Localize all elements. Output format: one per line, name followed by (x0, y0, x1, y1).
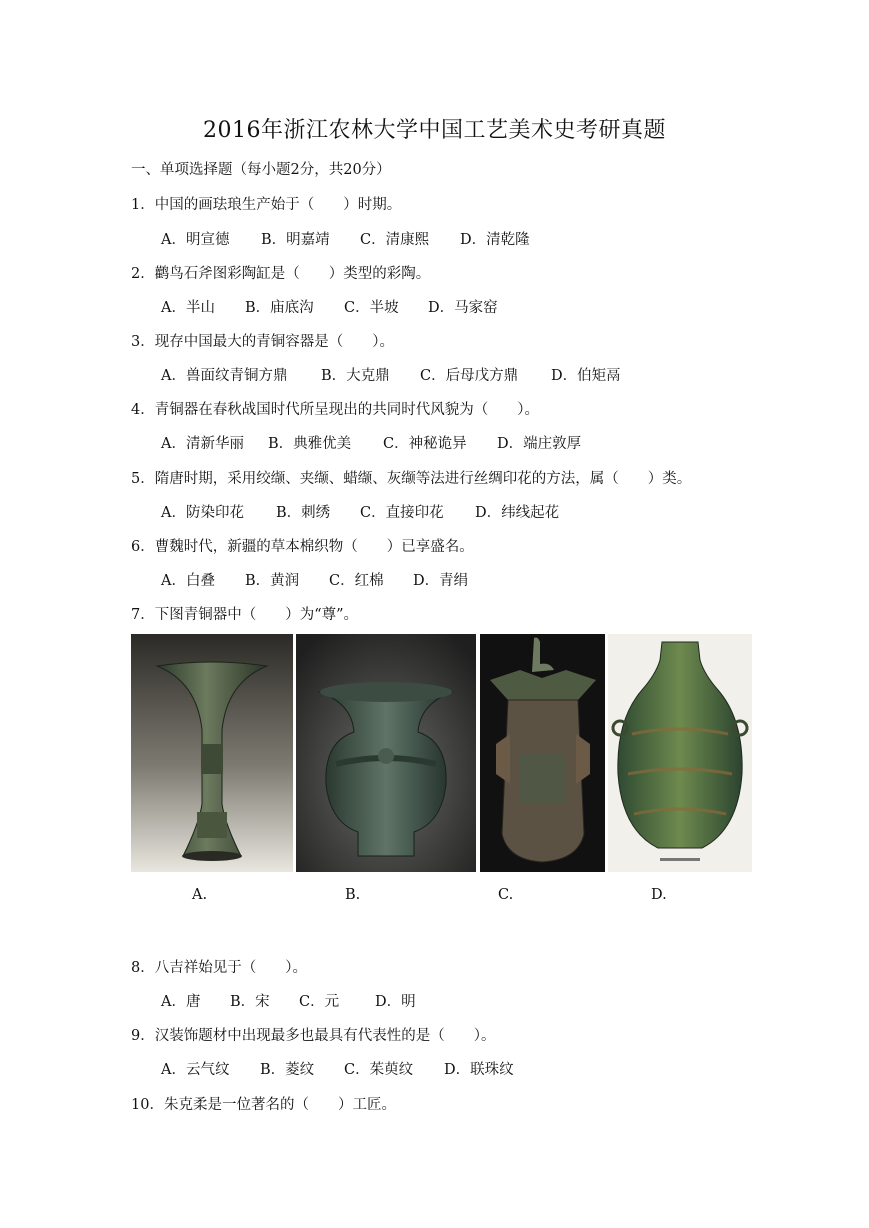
option: A．半山 (161, 300, 215, 316)
option: C．元 (299, 994, 340, 1010)
option: A．唐 (161, 994, 201, 1010)
bronze-fanghu-crane-lid-photo (480, 634, 605, 872)
section-heading: 一、单项选择题（每小题2分，共20分） (131, 162, 391, 178)
question-8-stem: 8．八吉祥始见于（ ）。 (131, 960, 307, 976)
option: A．防染印花 (161, 505, 244, 521)
figure-caption-c: C. (498, 887, 514, 903)
option: C．红棉 (329, 573, 384, 589)
question-2-stem: 2．鹳鸟石斧图彩陶缸是（ ）类型的彩陶。 (131, 266, 431, 282)
figure-caption-d: D. (651, 887, 667, 903)
option: C．直接印花 (360, 505, 444, 521)
question-2-options (161, 296, 498, 317)
option: D．端庄敦厚 (497, 436, 582, 452)
option: A．白叠 (161, 573, 215, 589)
option: B．典雅优美 (268, 436, 352, 452)
option: C．神秘诡异 (383, 436, 467, 452)
option: C．后母戊方鼎 (420, 368, 519, 384)
question-4-stem: 4．青铜器在春秋战国时代所呈现出的共同时代风貌为（ ）。 (131, 402, 539, 418)
question-9-options (161, 1058, 514, 1079)
option: B．大克鼎 (321, 368, 390, 384)
question-10-stem: 10．朱克柔是一位著名的（ ）工匠。 (131, 1097, 396, 1113)
option: D．青绢 (413, 573, 469, 589)
option: C．茱萸纹 (344, 1062, 414, 1078)
question-7-stem: 7．下图青铜器中（ ）为“尊”。 (131, 607, 359, 623)
question-1-options (161, 228, 530, 249)
question-8-options (161, 990, 416, 1011)
option: D．联珠纹 (444, 1062, 514, 1078)
option: D．马家窑 (428, 300, 498, 316)
option: B．明嘉靖 (261, 232, 330, 248)
option: B．刺绣 (276, 505, 331, 521)
bronze-gu-vessel-photo (131, 634, 293, 872)
option: D．伯矩鬲 (551, 368, 621, 384)
question-4-options (161, 432, 581, 453)
question-6-stem: 6．曹魏时代，新疆的草本棉织物（ ）已享盛名。 (131, 539, 474, 555)
bronze-hu-vase-photo (608, 634, 752, 872)
figure-caption-a: A. (192, 887, 208, 903)
option: B．黄润 (245, 573, 300, 589)
figure-caption-b: B. (345, 887, 361, 903)
question-5-stem: 5．隋唐时期，采用绞缬、夹缬、蜡缬、灰缬等法进行丝绸印花的方法，属（ ）类。 (131, 471, 692, 487)
option: A．云气纹 (161, 1062, 230, 1078)
question-1-stem: 1．中国的画珐琅生产始于（ ）时期。 (131, 197, 402, 213)
question-3-stem: 3．现存中国最大的青铜容器是（ ）。 (131, 334, 394, 350)
question-9-stem: 9．汉装饰题材中出现最多也最具有代表性的是（ ）。 (131, 1028, 496, 1044)
option: B．庙底沟 (245, 300, 314, 316)
option: C．清康熙 (360, 232, 430, 248)
option: A．明宣德 (161, 232, 230, 248)
question-5-options (161, 501, 559, 522)
option: D．清乾隆 (460, 232, 530, 248)
option: A．兽面纹青铜方鼎 (161, 368, 288, 384)
option: D．明 (375, 994, 416, 1010)
bronze-zun-vessel-photo (296, 634, 476, 872)
question-3-options (161, 364, 621, 385)
option: B．宋 (230, 994, 270, 1010)
option: A．清新华丽 (161, 436, 244, 452)
option: B．菱纹 (260, 1062, 315, 1078)
option: D．纬线起花 (475, 505, 560, 521)
option: C．半坡 (344, 300, 399, 316)
page-title: 2016年浙江农林大学中国工艺美术史考研真题 (203, 118, 666, 143)
question-6-options (161, 569, 468, 590)
